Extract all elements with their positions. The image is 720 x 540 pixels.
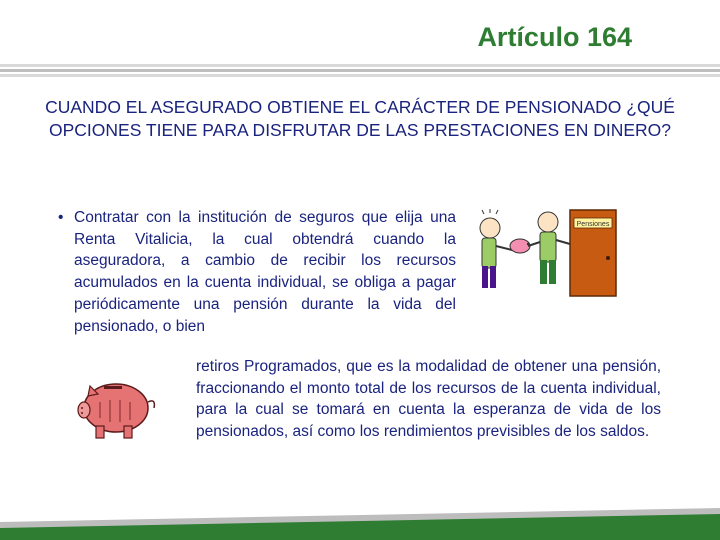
piggy-bank-icon	[70, 372, 160, 442]
slide-title: Artículo 164	[477, 22, 632, 52]
people-piggybank-door-illustration	[470, 200, 620, 300]
question-heading: CUANDO EL ASEGURADO OBTIENE EL CARÁCTER DE PENSIONADO ¿QUÉ OPCIONES TIENE PARA DISFRUTAR DE LAS PRESTACIONES EN DINERO?	[45, 97, 675, 140]
footer-bar	[0, 502, 720, 540]
bullet-item	[58, 207, 456, 337]
retiros-paragraph: retiros Programados, que es la modalidad de obtener una pensión, fraccionando el monto total de los recursos de la cuenta individual, para la cual se tomará en cuenta la esperanza de vida de los pensionados, así como los rendimientos previsibles de los saldos.	[196, 358, 661, 441]
bullet-marker: •	[58, 209, 64, 226]
header-divider	[0, 64, 720, 88]
door-sign: Pensiones	[576, 221, 610, 228]
bullet-text: Contratar con la institución de seguros que elija una Renta Vitalicia, la cual obtendrá cuando la aseguradora, a cambio de recibir los recursos acumulados en la cuenta individual, se obliga a pagar periódicamente una pensión durante la vida del pensionado, o bien	[74, 209, 456, 335]
